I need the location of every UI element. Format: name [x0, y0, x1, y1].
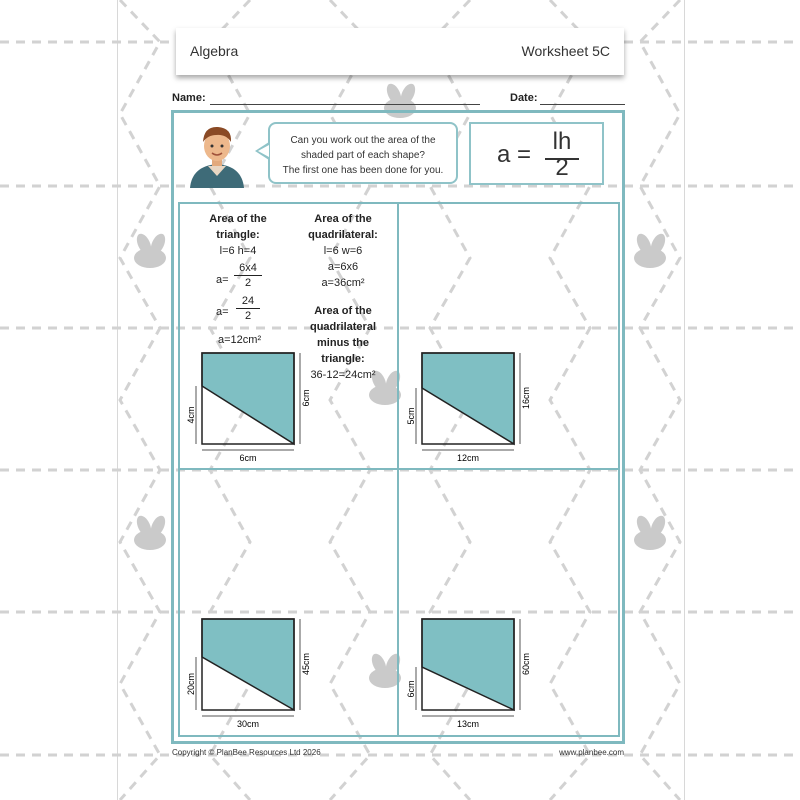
speech-bubble-tail-inner: [258, 145, 269, 157]
tri-step2-num: 24: [241, 295, 255, 307]
quad-result: a=36cm²: [321, 277, 365, 289]
quad-step: a=6x6: [327, 261, 359, 273]
tri-step2-den: 2: [244, 310, 252, 322]
quad-dims: l=6 w=6: [323, 245, 363, 257]
shape-4-width: 13cm: [456, 719, 480, 729]
tri-step2-prefix: a=: [216, 306, 229, 318]
diff-heading-4: triangle:: [321, 353, 365, 365]
shape-1-tri-height: 4cm: [186, 406, 196, 424]
shape-4-height: 60cm: [521, 652, 531, 676]
quad-heading-1: Area of the: [314, 213, 372, 225]
tri-step1-prefix: a=: [216, 274, 229, 286]
tri-result: a=12cm²: [218, 334, 262, 346]
shape-2-width: 12cm: [456, 453, 480, 463]
prompt-line-3: The first one has been done for you.: [282, 165, 444, 176]
grid-divider-horizontal: [178, 468, 620, 470]
copyright-text: Copyright © PlanBee Resources Ltd 2026: [172, 748, 321, 757]
website-link[interactable]: www.planbee.com: [559, 748, 624, 757]
shape-3: [185, 614, 315, 732]
date-label: Date:: [510, 92, 538, 104]
triangle-working: [192, 211, 284, 259]
shape-3-width: 30cm: [236, 719, 260, 729]
tri-heading-2: triangle:: [216, 229, 260, 241]
prompt-line-1: Can you work out the area of the: [290, 135, 436, 146]
header-banner: [176, 28, 624, 75]
name-field[interactable]: [210, 104, 480, 105]
quad-heading-2: quadrilateral:: [308, 229, 378, 241]
diff-result: 36-12=24cm²: [310, 369, 376, 381]
diff-heading-2: quadrilateral: [309, 321, 377, 333]
worksheet-subject: Algebra: [190, 43, 239, 59]
boy-avatar: [186, 122, 248, 188]
name-label: Name:: [172, 92, 206, 104]
tri-step1-den: 2: [244, 277, 252, 289]
shape-1-shaded: [202, 353, 294, 444]
shape-2: [405, 348, 535, 466]
shape-4: [405, 614, 535, 732]
formula-denominator: 2: [555, 154, 569, 181]
shape-4-tri-height: 6cm: [406, 680, 416, 698]
area-formula-box: [469, 122, 604, 185]
shape-4-shaded: [422, 619, 514, 710]
quad-working: [297, 211, 389, 291]
shape-2-height: 16cm: [521, 386, 531, 410]
diff-heading-1: Area of the: [314, 305, 372, 317]
shape-1: [185, 348, 315, 466]
shape-2-tri-height: 5cm: [406, 407, 416, 425]
shape-3-shaded: [202, 619, 294, 710]
date-field[interactable]: [540, 104, 625, 105]
shape-1-height: 6cm: [301, 389, 311, 407]
tri-step1-fraction: [234, 262, 262, 289]
tri-step1-num: 6x4: [239, 262, 257, 274]
tri-heading-1: Area of the: [209, 213, 267, 225]
shape-1-width: 6cm: [239, 453, 257, 463]
formula-numerator: lh: [552, 128, 572, 155]
prompt-line-2: shaded part of each shape?: [301, 150, 425, 161]
tri-step2-fraction: [236, 295, 260, 322]
diff-heading-3: minus the: [317, 337, 369, 349]
formula-lhs: a =: [497, 141, 532, 168]
tri-dims: l=6 h=4: [219, 245, 257, 257]
shape-3-tri-height: 20cm: [186, 672, 196, 696]
worksheet-number: Worksheet 5C: [521, 43, 610, 59]
speech-bubble: [268, 122, 458, 184]
shape-3-height: 45cm: [301, 652, 311, 676]
shape-2-shaded: [422, 353, 514, 444]
